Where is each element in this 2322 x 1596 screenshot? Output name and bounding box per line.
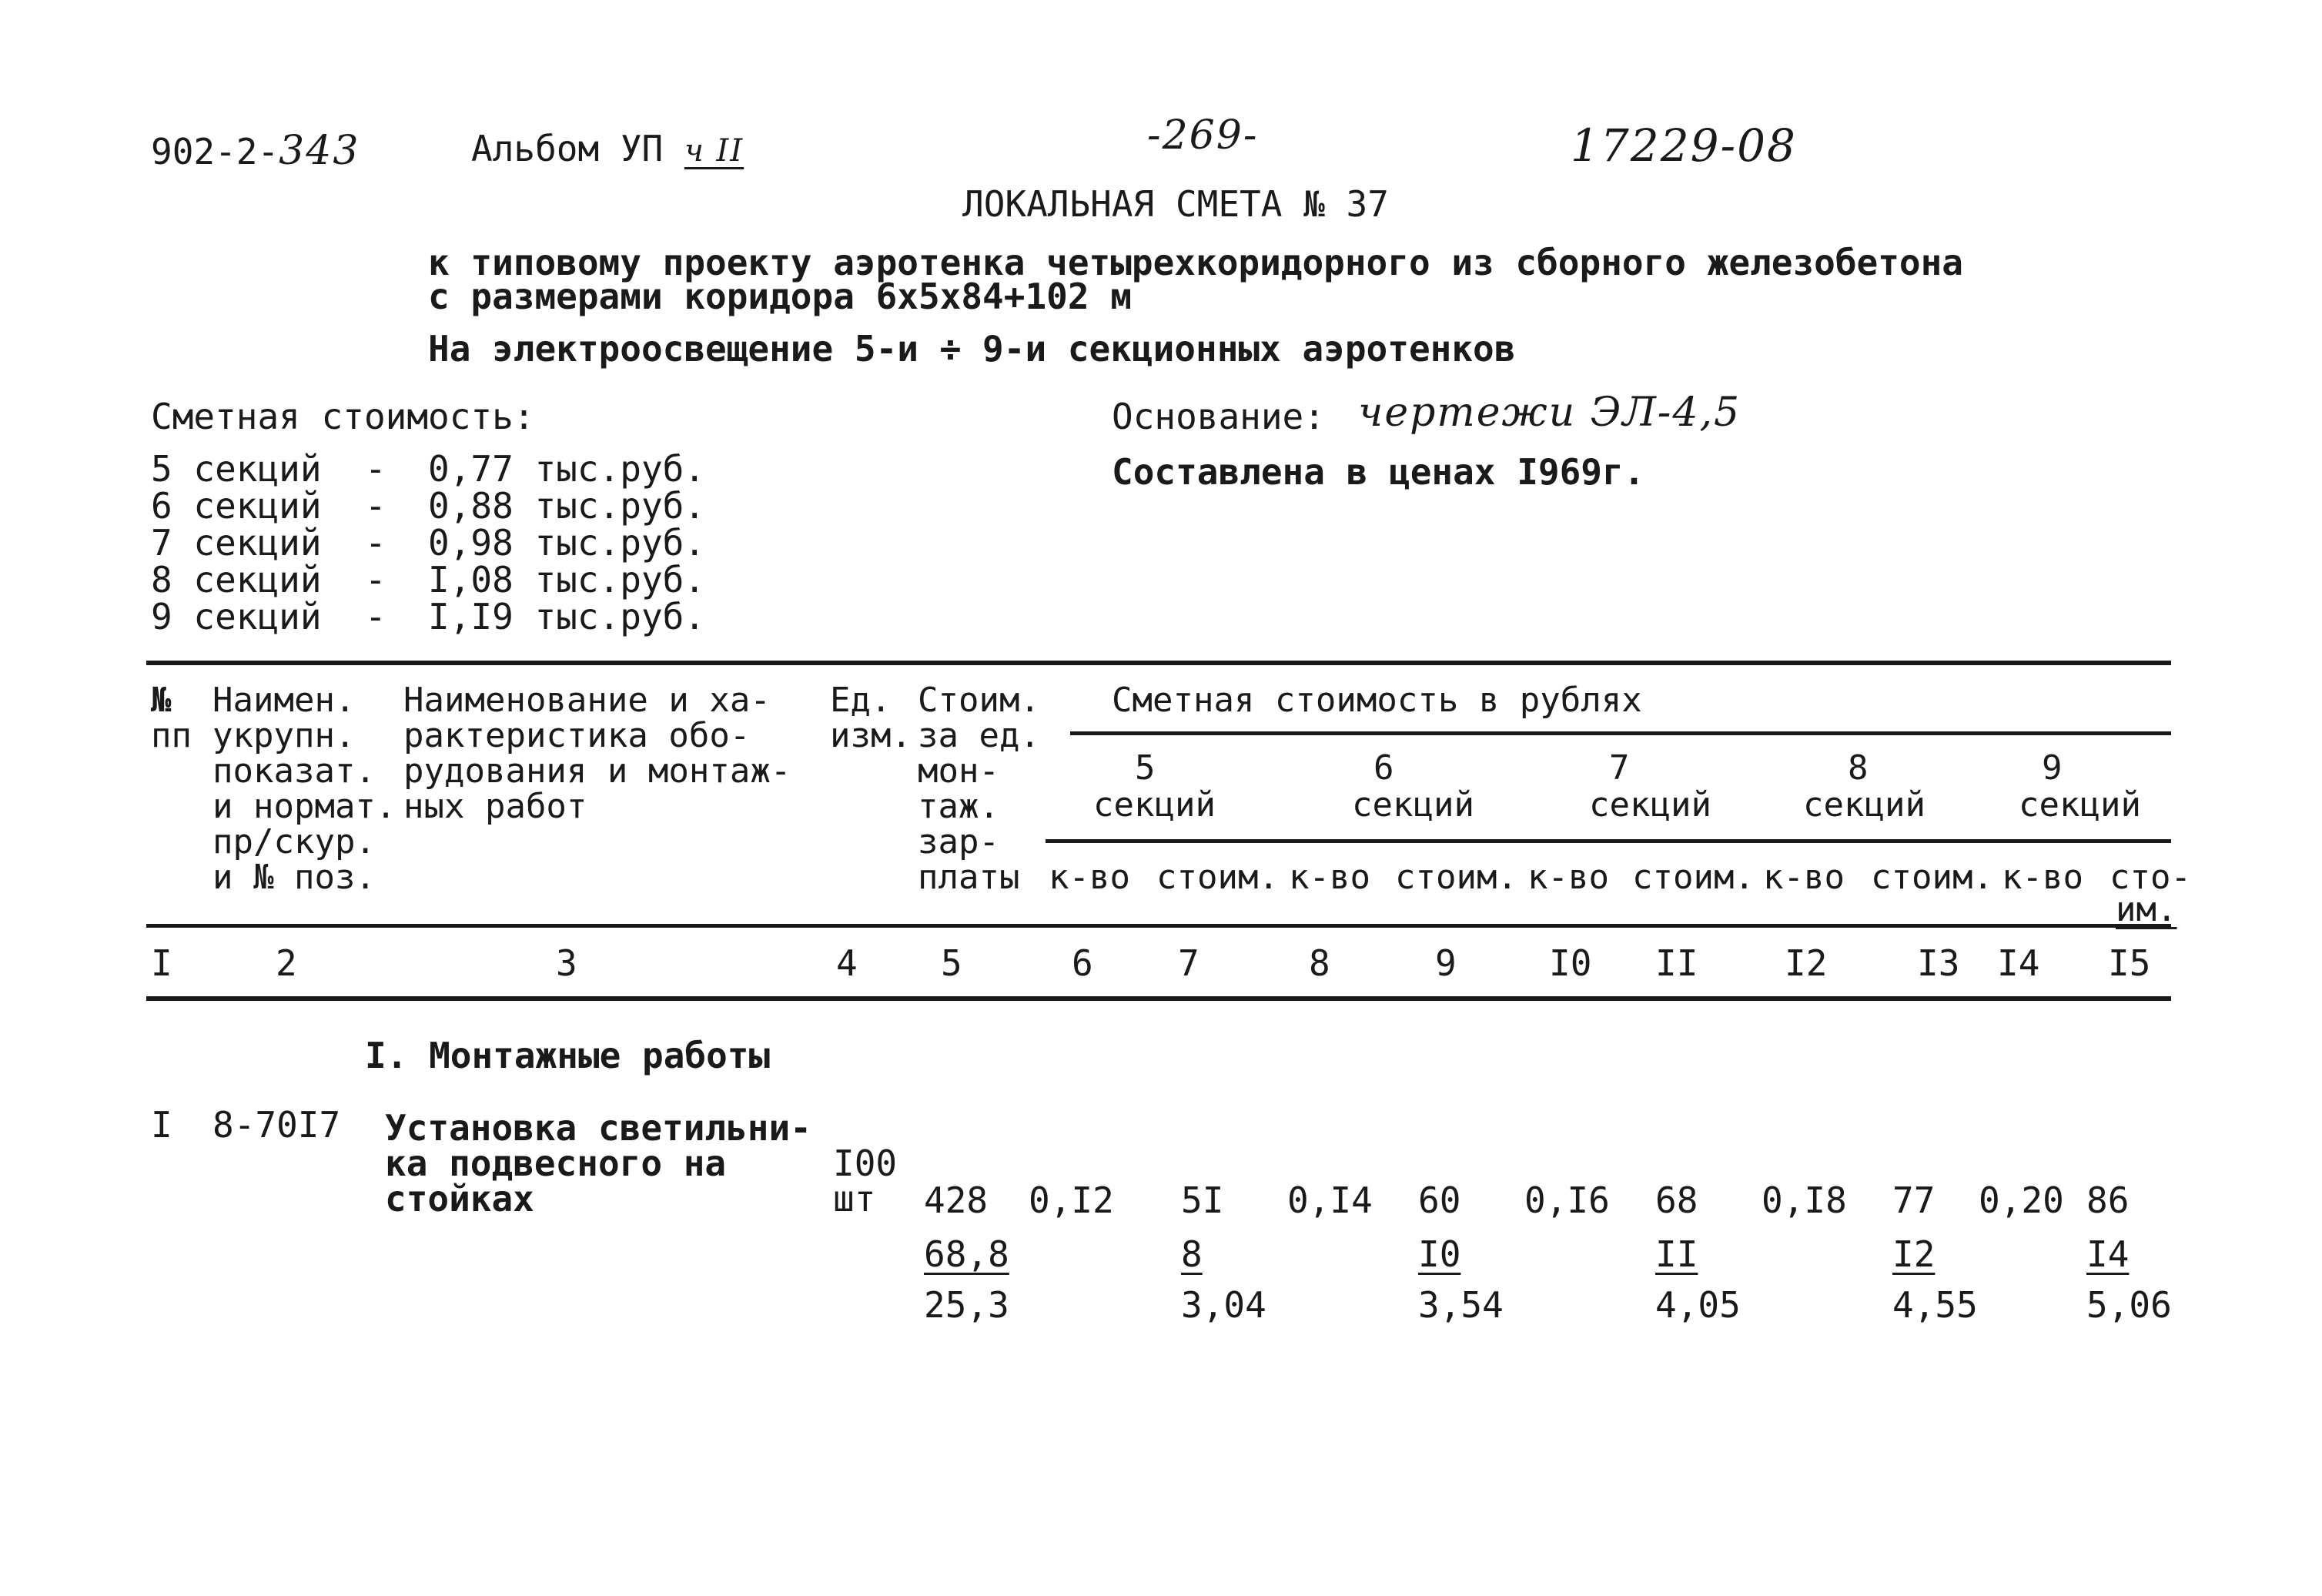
column-number: I5 bbox=[2108, 942, 2151, 984]
cost-value: I,08 тыс.руб. bbox=[428, 559, 706, 601]
cost-label: Сметная стоимость: bbox=[151, 396, 535, 437]
col-no-header-2: пп bbox=[151, 716, 192, 755]
wage-value: I0 bbox=[1418, 1233, 1461, 1275]
qty-label: к-во bbox=[1763, 858, 1845, 897]
column-numbers-rule bbox=[146, 996, 2171, 1001]
col-name-header: ных работ bbox=[403, 787, 587, 826]
wage-value-2: 4,05 bbox=[1655, 1284, 1741, 1326]
qty-value: 0,I8 bbox=[1762, 1179, 1847, 1221]
group-rule bbox=[1070, 731, 2171, 735]
col-code-header: пр/скур. bbox=[212, 822, 376, 862]
row-number: I bbox=[151, 1104, 172, 1146]
section-rule bbox=[1046, 839, 2171, 843]
table-top-rule bbox=[146, 661, 2171, 665]
col-unit-header: Ед. bbox=[830, 681, 892, 720]
col-price-header: платы bbox=[918, 858, 1020, 897]
column-number: I3 bbox=[1917, 942, 1960, 984]
col-code-header: укрупн. bbox=[212, 716, 356, 755]
cost-col-label: стоим. bbox=[1156, 858, 1279, 897]
col-price-header: мон- bbox=[918, 751, 999, 791]
row-price-wage: 68,8 bbox=[924, 1233, 1009, 1275]
cost-value: 0,77 тыс.руб. bbox=[428, 448, 706, 490]
cost-value: I,I9 тыс.руб. bbox=[428, 596, 706, 637]
column-number: 7 bbox=[1178, 942, 1199, 984]
cost-col-label: им. bbox=[2116, 890, 2177, 929]
cost-dash: - bbox=[365, 596, 386, 637]
estimate-title: ЛОКАЛЬНАЯ СМЕТА № 37 bbox=[962, 183, 1389, 225]
section-header-word: секций bbox=[1093, 785, 1216, 825]
col-name-header: рудования и монтаж- bbox=[403, 751, 791, 791]
qty-value: 0,I6 bbox=[1524, 1179, 1610, 1221]
section-header-number: 5 bbox=[1135, 748, 1156, 788]
cost-value: 86 bbox=[2086, 1179, 2130, 1221]
page-number: -269- bbox=[1147, 112, 1259, 159]
cost-value: 60 bbox=[1418, 1179, 1461, 1221]
column-number: 6 bbox=[1072, 942, 1093, 984]
column-number: II bbox=[1655, 942, 1698, 984]
wage-value: I2 bbox=[1892, 1233, 1936, 1275]
cost-row: 6 секций bbox=[151, 485, 322, 527]
col-code-header: Наимен. bbox=[212, 681, 356, 720]
title-line-3: На электроосвещение 5-и ÷ 9-и секционных аэротенков bbox=[428, 328, 1516, 370]
cost-group-header: Сметная стоимость в рублях bbox=[1112, 681, 1642, 720]
cost-row: 8 секций bbox=[151, 559, 322, 601]
cost-value: 68 bbox=[1655, 1179, 1698, 1221]
column-number: 2 bbox=[276, 942, 297, 984]
cost-row: 5 секций bbox=[151, 448, 322, 490]
cost-value: 5I bbox=[1181, 1179, 1224, 1221]
title-line-1: к типовому проекту аэротенка четырехкоридорного из сборного железобетона bbox=[428, 242, 1963, 283]
qty-label: к-во bbox=[1289, 858, 1370, 897]
row-name: стойках bbox=[385, 1178, 534, 1220]
col-price-header: зар- bbox=[918, 822, 999, 862]
section-header-number: 7 bbox=[1609, 748, 1630, 788]
qty-label: к-во bbox=[1527, 858, 1609, 897]
col-price-header: таж. bbox=[918, 787, 999, 826]
wage-value: 8 bbox=[1181, 1233, 1203, 1275]
col-code-header: показат. bbox=[212, 751, 376, 791]
col-price-header: за ед. bbox=[918, 716, 1040, 755]
row-unit: шт bbox=[833, 1178, 876, 1220]
basis-label: Основание: bbox=[1112, 396, 1325, 437]
column-number: 5 bbox=[941, 942, 962, 984]
row-name: Установка светильни- bbox=[385, 1107, 811, 1149]
wage-value: II bbox=[1655, 1233, 1698, 1275]
col-code-header: и № поз. bbox=[212, 858, 376, 897]
column-number: I4 bbox=[1997, 942, 2040, 984]
column-number: 9 bbox=[1435, 942, 1457, 984]
wage-value-2: 5,06 bbox=[2086, 1284, 2172, 1326]
cost-col-label: сто- bbox=[2110, 858, 2191, 897]
column-number: 4 bbox=[836, 942, 858, 984]
row-code: 8-70I7 bbox=[212, 1104, 341, 1146]
column-number: I0 bbox=[1549, 942, 1592, 984]
prices-basis: Составлена в ценах I969г. bbox=[1112, 451, 1645, 493]
column-number: 3 bbox=[556, 942, 577, 984]
qty-label: к-во bbox=[1049, 858, 1130, 897]
cost-dash: - bbox=[365, 448, 386, 490]
col-unit-header: изм. bbox=[830, 716, 912, 755]
row-name: ка подвесного на bbox=[385, 1143, 727, 1184]
col-no-header-1: № bbox=[151, 681, 172, 720]
col-name-header: Наименование и ха- bbox=[403, 681, 771, 720]
section-header-number: 9 bbox=[2042, 748, 2063, 788]
section-header-word: секций bbox=[1803, 785, 1926, 825]
row-unit: I00 bbox=[833, 1143, 898, 1184]
cost-value: 0,88 тыс.руб. bbox=[428, 485, 706, 527]
basis-value: чертежи ЭЛ-4,5 bbox=[1358, 390, 1742, 436]
registration-number: 17229-08 bbox=[1571, 119, 1797, 172]
section-header-word: секций bbox=[1589, 785, 1711, 825]
section-header-word: секций bbox=[1352, 785, 1474, 825]
qty-value: 0,I4 bbox=[1287, 1179, 1373, 1221]
wage-value-2: 3,54 bbox=[1418, 1284, 1504, 1326]
col-code-header: и нормат. bbox=[212, 787, 396, 826]
cost-row: 7 секций bbox=[151, 522, 322, 564]
qty-value: 0,20 bbox=[1979, 1179, 2064, 1221]
column-number: I2 bbox=[1785, 942, 1828, 984]
cost-dash: - bbox=[365, 485, 386, 527]
header-bottom-rule bbox=[146, 924, 2171, 928]
cost-dash: - bbox=[365, 522, 386, 564]
cost-value: 0,98 тыс.руб. bbox=[428, 522, 706, 564]
cost-value: 77 bbox=[1892, 1179, 1936, 1221]
row-price-wage-2: 25,3 bbox=[924, 1284, 1009, 1326]
cost-row: 9 секций bbox=[151, 596, 322, 637]
qty-value: 0,I2 bbox=[1029, 1179, 1114, 1221]
cost-col-label: стоим. bbox=[1395, 858, 1517, 897]
wage-value-2: 4,55 bbox=[1892, 1284, 1978, 1326]
col-price-header: Стоим. bbox=[918, 681, 1040, 720]
doc-code: 902-2-343 bbox=[151, 128, 360, 174]
cost-dash: - bbox=[365, 559, 386, 601]
column-number: I bbox=[151, 942, 172, 984]
wage-value-2: 3,04 bbox=[1181, 1284, 1266, 1326]
section-header-number: 6 bbox=[1373, 748, 1394, 788]
row-price: 428 bbox=[924, 1179, 989, 1221]
cost-col-label: стоим. bbox=[1871, 858, 1993, 897]
col-name-header: рактеристика обо- bbox=[403, 716, 751, 755]
title-line-2: с размерами коридора 6x5x84+102 м bbox=[428, 276, 1132, 317]
qty-label: к-во bbox=[2002, 858, 2083, 897]
section-title: I. Монтажные работы bbox=[365, 1035, 771, 1076]
section-header-number: 8 bbox=[1848, 748, 1869, 788]
cost-col-label: стоим. bbox=[1632, 858, 1755, 897]
column-number: 8 bbox=[1309, 942, 1330, 984]
section-header-word: секций bbox=[2019, 785, 2141, 825]
wage-value: I4 bbox=[2086, 1233, 2130, 1275]
album-label: Альбом УП ч II bbox=[471, 128, 744, 169]
